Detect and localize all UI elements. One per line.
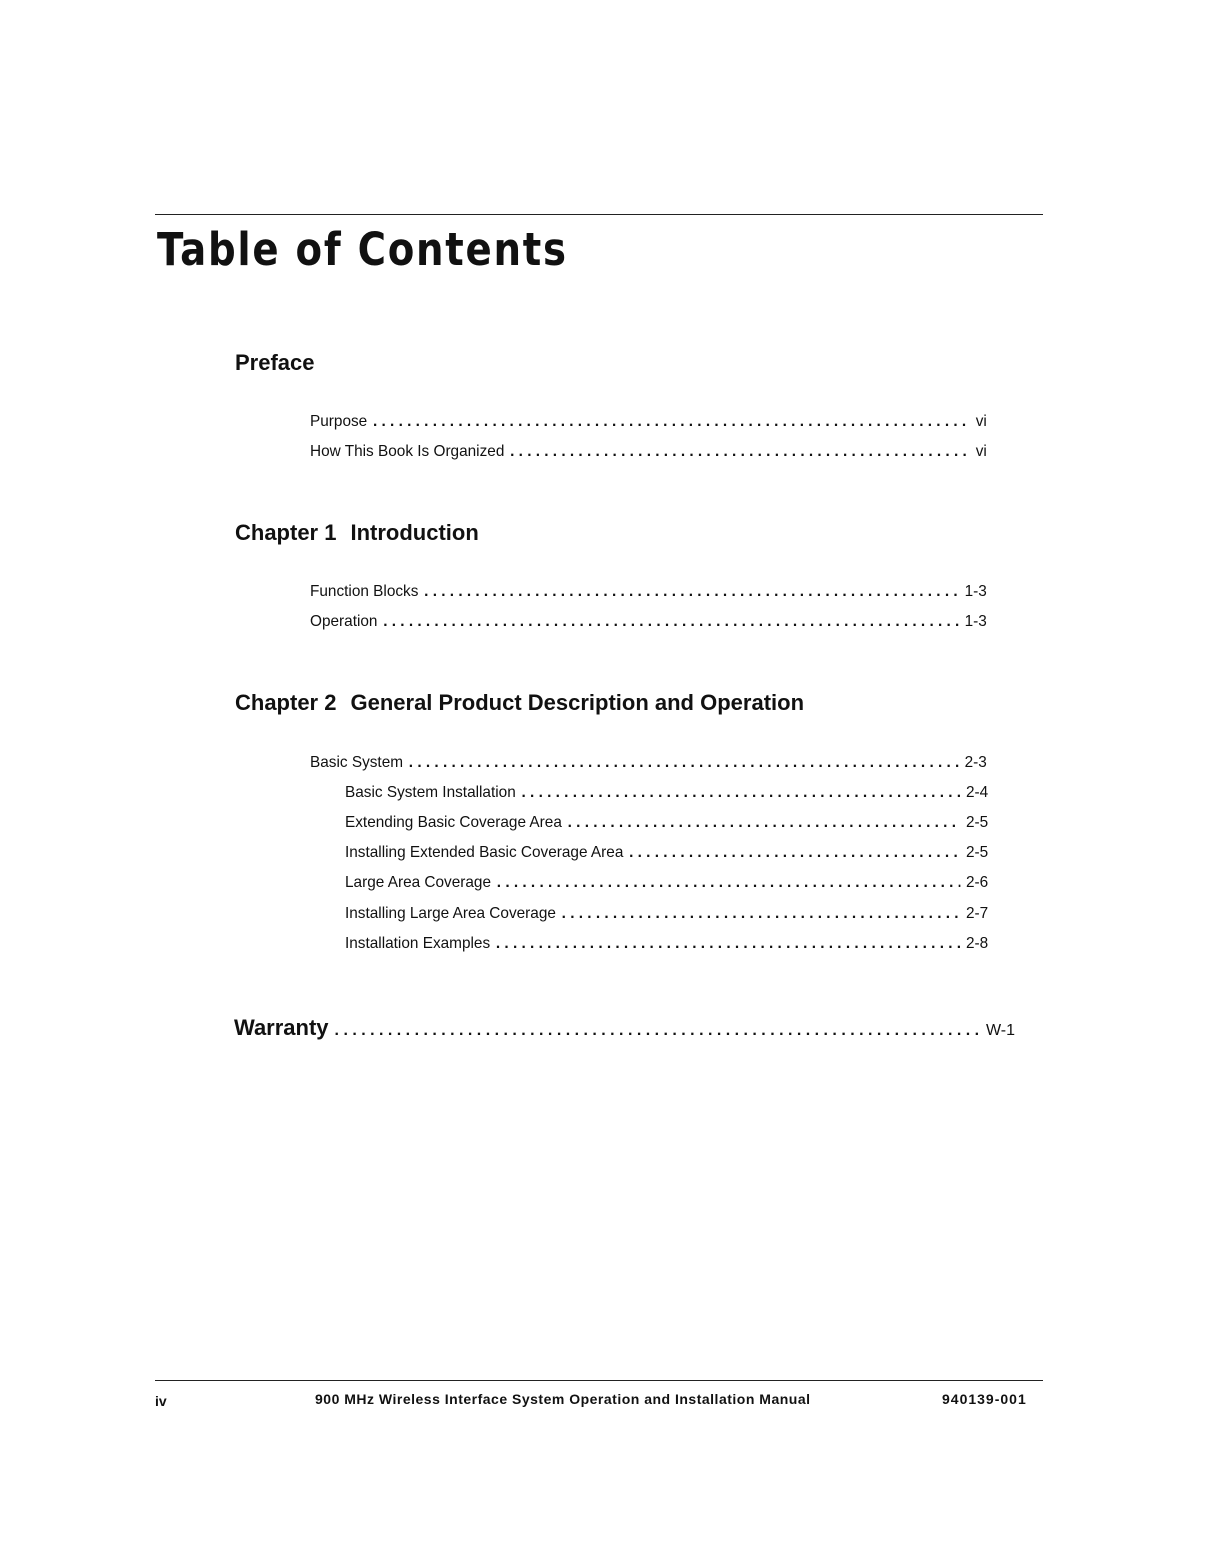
- toc-entry-page: 2-5: [966, 814, 989, 831]
- toc-entry-title: Large Area Coverage: [345, 874, 492, 891]
- dot-leader: [568, 814, 961, 832]
- toc-entry-installing-large-area-coverage[interactable]: [345, 905, 988, 923]
- toc-entry-page: 2-8: [966, 935, 989, 952]
- toc-entry-page: 1-3: [964, 583, 987, 600]
- toc-entry-title: Basic System: [310, 754, 404, 771]
- toc-entry-operation[interactable]: [310, 613, 987, 631]
- toc-entry-function-blocks[interactable]: [310, 583, 987, 601]
- footer-manual-title: 900 MHz Wireless Interface System Operation and Installation Manual: [315, 1391, 811, 1407]
- bottom-rule: [155, 1380, 1043, 1381]
- dot-leader: [497, 874, 960, 892]
- toc-entry-page: 2-5: [966, 844, 989, 861]
- dot-leader: [510, 443, 970, 461]
- top-rule: [155, 214, 1043, 215]
- dot-leader: [335, 1022, 980, 1040]
- toc-entry-how-this-book-is-organized[interactable]: [310, 443, 987, 461]
- toc-entry-page: vi: [975, 443, 987, 460]
- toc-entry-page: W-1: [985, 1022, 1015, 1039]
- dot-leader: [383, 613, 959, 631]
- toc-entry-page: 2-3: [964, 754, 987, 771]
- toc-entry-title: Installing Extended Basic Coverage Area: [345, 844, 624, 861]
- dot-leader: [629, 844, 960, 862]
- dot-leader: [562, 905, 961, 923]
- chapter-1-heading: [235, 520, 479, 546]
- toc-entry-page: vi: [975, 413, 987, 430]
- toc-entry-page: 2-4: [966, 784, 989, 801]
- toc-entry-title: Basic System Installation: [345, 784, 516, 801]
- dot-leader: [522, 784, 961, 802]
- toc-entry-title: Installation Examples: [345, 935, 491, 952]
- toc-entry-page: 1-3: [964, 613, 987, 630]
- toc-entry-title: Purpose: [310, 413, 368, 430]
- footer-page-number: iv: [155, 1393, 167, 1409]
- toc-entry-title: Extending Basic Coverage Area: [345, 814, 562, 831]
- chapter-title: General Product Description and Operation: [350, 690, 805, 715]
- toc-entry-installing-extended-basic-coverage-area[interactable]: [345, 844, 988, 862]
- toc-entry-extending-basic-coverage-area[interactable]: [345, 814, 988, 832]
- footer-doc-number: 940139-001: [942, 1391, 1027, 1407]
- toc-entry-basic-system-installation[interactable]: [345, 784, 988, 802]
- toc-entry-page: 2-6: [966, 874, 989, 891]
- toc-entry-purpose[interactable]: [310, 413, 987, 431]
- chapter-label: Chapter 2: [235, 690, 337, 715]
- dot-leader: [373, 413, 970, 431]
- toc-entry-warranty[interactable]: [234, 1015, 1015, 1041]
- page-title: Table of Contents: [157, 223, 568, 276]
- toc-entry-basic-system[interactable]: [310, 754, 987, 772]
- chapter-label: Chapter 1: [235, 520, 337, 545]
- warranty-heading: Warranty: [234, 1015, 329, 1040]
- toc-entry-title: How This Book Is Organized: [310, 443, 505, 460]
- dot-leader: [496, 935, 960, 953]
- toc-entry-title: Installing Large Area Coverage: [345, 905, 556, 922]
- toc-entry-title: Operation: [310, 613, 378, 630]
- preface-heading: Preface: [235, 350, 315, 375]
- dot-leader: [409, 754, 959, 772]
- dot-leader: [424, 583, 959, 601]
- chapter-2-heading: [235, 690, 804, 716]
- toc-entry-installation-examples[interactable]: [345, 935, 988, 953]
- toc-entry-title: Function Blocks: [310, 583, 419, 600]
- chapter-title: Introduction: [350, 520, 479, 545]
- toc-entry-page: 2-7: [966, 905, 989, 922]
- toc-entry-large-area-coverage[interactable]: [345, 874, 988, 892]
